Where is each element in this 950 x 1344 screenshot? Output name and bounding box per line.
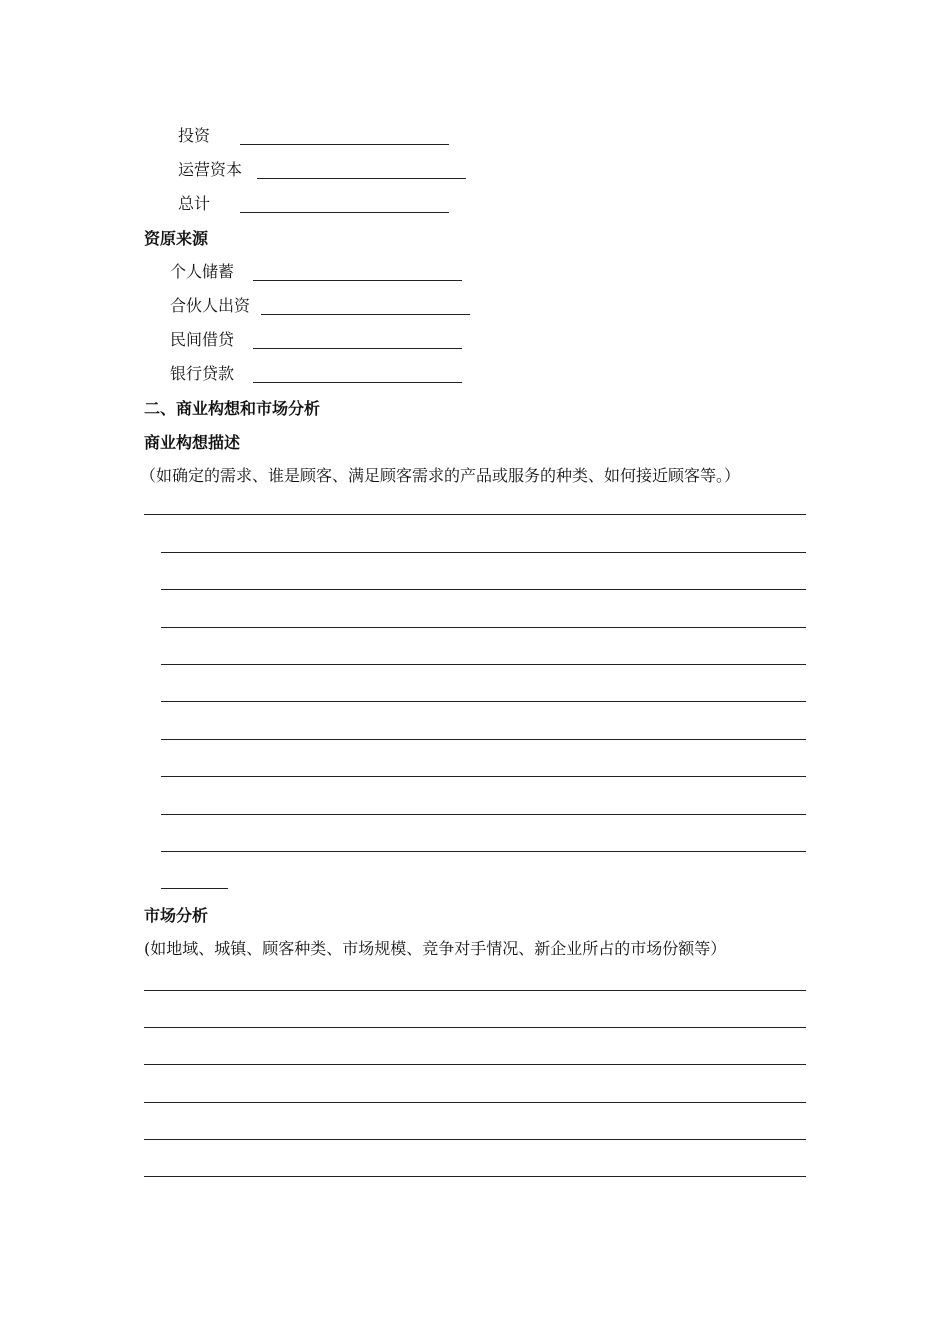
concept-line[interactable]: [161, 589, 806, 590]
field-bank-loan[interactable]: [253, 382, 462, 383]
label-investment: 投资: [178, 126, 211, 145]
concept-line[interactable]: [161, 627, 806, 628]
concept-line[interactable]: [161, 739, 806, 740]
heading-market-analysis: 市场分析: [144, 906, 209, 925]
hint-business-concept: （如确定的需求、谁是顾客、满足顾客需求的产品或服务的种类、如何接近顾客等。）: [140, 466, 741, 485]
heading-capital-sources: 资原来源: [144, 229, 209, 248]
market-line[interactable]: [144, 1064, 806, 1065]
field-working-capital[interactable]: [257, 178, 466, 179]
concept-line-end[interactable]: [161, 888, 228, 889]
concept-line[interactable]: [161, 701, 806, 702]
concept-line[interactable]: [144, 514, 806, 515]
concept-line[interactable]: [161, 552, 806, 553]
concept-line[interactable]: [161, 851, 806, 852]
label-total: 总计: [178, 194, 211, 213]
market-line[interactable]: [144, 990, 806, 991]
market-line[interactable]: [144, 1102, 806, 1103]
label-bank-loan: 银行贷款: [170, 364, 235, 383]
field-private-loan[interactable]: [253, 348, 462, 349]
field-personal-savings[interactable]: [253, 280, 462, 281]
market-line[interactable]: [144, 1139, 806, 1140]
label-personal-savings: 个人储蓄: [170, 262, 235, 281]
label-working-capital: 运营资本: [178, 160, 243, 179]
label-private-loan: 民间借贷: [170, 330, 235, 349]
field-partner-capital[interactable]: [261, 314, 470, 315]
field-investment[interactable]: [240, 144, 449, 145]
concept-line[interactable]: [161, 776, 806, 777]
concept-line[interactable]: [161, 814, 806, 815]
field-total[interactable]: [240, 212, 449, 213]
heading-business-concept: 商业构想描述: [144, 433, 241, 452]
label-partner-capital: 合伙人出资: [170, 296, 251, 315]
market-line[interactable]: [144, 1027, 806, 1028]
hint-market-analysis: (如地域、城镇、顾客种类、市场规模、竞争对手情况、新企业所占的市场份额等）: [144, 939, 727, 958]
concept-line[interactable]: [161, 664, 806, 665]
market-line[interactable]: [144, 1176, 806, 1177]
section-heading: 二、商业构想和市场分析: [144, 399, 321, 418]
